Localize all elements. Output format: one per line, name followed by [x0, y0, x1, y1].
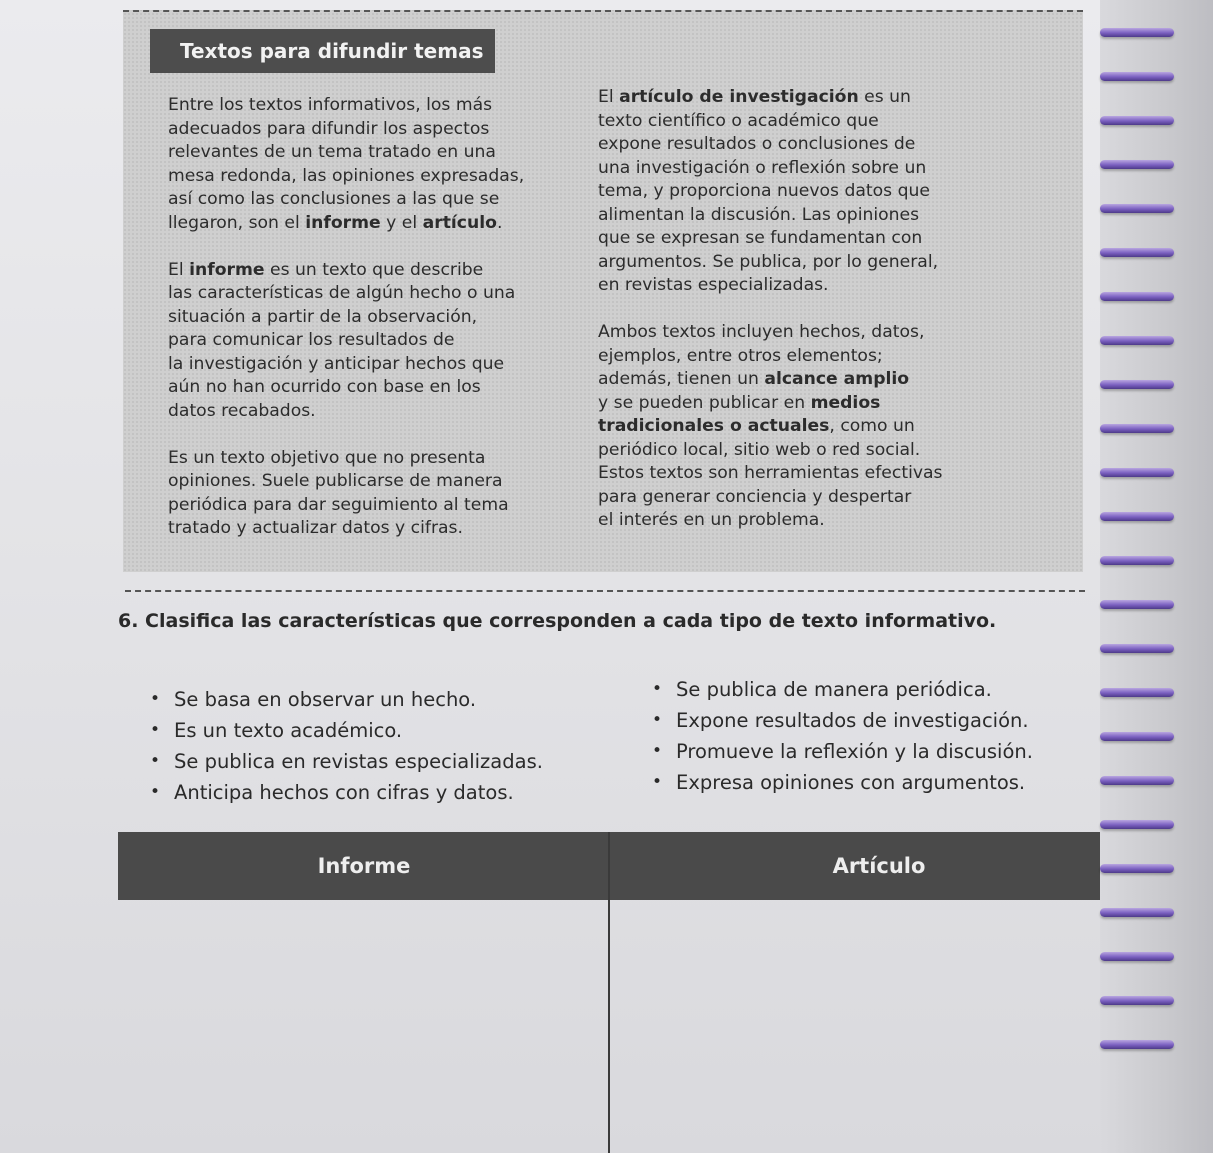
text-line: opiniones. Suele publicarse de manera: [168, 471, 503, 491]
text-line: para comunicar los resultados de: [168, 330, 455, 350]
text-line: en revistas especializadas.: [598, 275, 829, 295]
text-line: El artículo de investigación es un: [598, 87, 911, 107]
spiral-coil: [1100, 72, 1174, 81]
text-line: argumentos. Se publica, por lo general,: [598, 251, 939, 272]
box-title: Textos para difundir temas: [150, 29, 495, 73]
text-line: El informe es un texto que describe: [168, 259, 484, 280]
spiral-coil: [1100, 28, 1174, 37]
classification-table-body[interactable]: [118, 900, 1148, 1153]
spiral-coil: [1100, 556, 1174, 565]
question-6: 6. Clasifica las características que corresponden a cada tipo de texto informativo.: [118, 610, 997, 632]
text-line: mesa redonda, las opiniones expresadas,: [168, 165, 525, 186]
text-line: además, tienen un alcance amplio: [598, 369, 910, 389]
spiral-coil: [1100, 688, 1174, 697]
spiral-coil: [1100, 1040, 1174, 1049]
spiral-coil: [1100, 600, 1174, 609]
text-line: tratado y actualizar datos y cifras.: [168, 518, 463, 538]
text-line: tradicionales o actuales, como un: [598, 416, 915, 436]
text-line: Entre los textos informativos, los más: [168, 95, 493, 115]
text-line: adecuados para difundir los aspectos: [168, 118, 490, 139]
text-line: la investigación y anticipar hechos que: [168, 353, 505, 374]
spiral-coil: [1100, 820, 1174, 829]
paragraph-gap: [168, 423, 608, 447]
spiral-coil: [1100, 160, 1174, 169]
text-line: las características de algún hecho o una: [168, 283, 516, 303]
info-box: [123, 10, 1083, 572]
list-item: • Expresa opiniones con argumentos.: [652, 767, 1033, 798]
list-item: • Promueve la reflexión y la discusión.: [652, 736, 1033, 767]
text-line: relevantes de un tema tratado en una: [168, 142, 496, 162]
table-column-divider: [608, 832, 610, 1153]
text-line: Es un texto objetivo que no presenta: [168, 447, 486, 468]
text-line: aún no han ocurrido con base en los: [168, 377, 481, 397]
header-articulo: Artículo: [832, 854, 926, 878]
text-line: que se expresan se fundamentan con: [598, 228, 923, 248]
text-line: tema, y proporciona nuevos datos que: [598, 181, 930, 201]
right-column: [598, 86, 1068, 533]
spiral-coil: [1100, 512, 1174, 521]
text-line: datos recabados.: [168, 400, 316, 421]
paragraph-gap: [168, 235, 608, 259]
text-line: texto científico o académico que: [598, 110, 879, 131]
text-line: periódica para dar seguimiento al tema: [168, 494, 509, 515]
list-item: • Se publica de manera periódica.: [652, 674, 1033, 705]
list-item: • Se basa en observar un hecho.: [150, 684, 543, 715]
text-line: alimentan la discusión. Las opiniones: [598, 204, 920, 225]
spiral-coil: [1100, 336, 1174, 345]
paragraph-gap: [598, 298, 1068, 322]
text-line: así como las conclusiones a las que se: [168, 189, 500, 209]
text-line: periódico local, sitio web o red social.: [598, 439, 921, 460]
box-bottom-divider: [125, 590, 1085, 592]
spiral-coil: [1100, 908, 1174, 917]
list-item: • Es un texto académico.: [150, 715, 543, 746]
spiral-coil: [1100, 732, 1174, 741]
list-item: • Expone resultados de investigación.: [652, 705, 1033, 736]
text-line: Ambos textos incluyen hechos, datos,: [598, 322, 925, 342]
spiral-coil: [1100, 644, 1174, 653]
bullet-list-left: [150, 684, 543, 808]
list-item: • Anticipa hechos con cifras y datos.: [150, 777, 543, 808]
spiral-coil: [1100, 952, 1174, 961]
spiral-coil: [1100, 292, 1174, 301]
text-line: llegaron, son el informe y el artículo.: [168, 212, 503, 233]
classification-table-header: [118, 832, 1148, 900]
bullet-list-right: [652, 674, 1033, 798]
text-line: una investigación o reflexión sobre un: [598, 157, 927, 178]
spiral-coil: [1100, 424, 1174, 433]
text-line: Estos textos son herramientas efectivas: [598, 463, 943, 483]
spiral-coil: [1100, 776, 1174, 785]
spiral-coil: [1100, 996, 1174, 1005]
text-line: ejemplos, entre otros elementos;: [598, 345, 883, 366]
text-line: el interés en un problema.: [598, 510, 825, 530]
spiral-coil: [1100, 116, 1174, 125]
list-item: • Se publica en revistas especializadas.: [150, 746, 543, 777]
spiral-coil: [1100, 248, 1174, 257]
text-line: para generar conciencia y despertar: [598, 486, 912, 507]
spiral-binding: [1100, 0, 1213, 1153]
spiral-coil: [1100, 380, 1174, 389]
text-line: expone resultados o conclusiones de: [598, 134, 916, 154]
spiral-coil: [1100, 468, 1174, 477]
text-line: situación a partir de la observación,: [168, 306, 478, 327]
spiral-coil: [1100, 204, 1174, 213]
left-column: [168, 94, 608, 541]
text-line: y se pueden publicar en medios: [598, 392, 881, 413]
header-informe: Informe: [317, 854, 411, 878]
spiral-coil: [1100, 864, 1174, 873]
